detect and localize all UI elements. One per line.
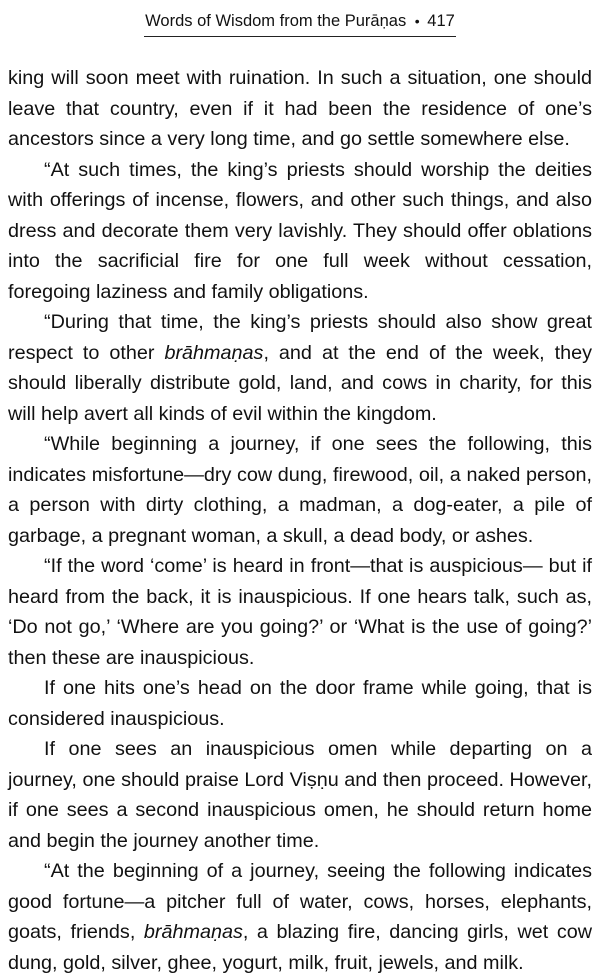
book-title: Words of Wisdom from the Purāṇas — [145, 12, 407, 30]
paragraph: “During that time, the king’s priests should also show great respect to other brāhmaṇas, and at the end of the week, they should liberally distribute gold, land, and cows in charity, for this will help avert all kinds of evil within the kingdom. — [8, 311, 592, 425]
paragraph: “While beginning a journey, if one sees the following, this indicates misfortune—dry cow dung, firewood, oil, a naked person, a person with dirty clothing, a madman, a dog-eater, a pile of garbage, a pregnant woman, a skull, a dead body, or ashes. — [8, 433, 592, 547]
paragraph: “At the beginning of a journey, seeing the following indicates good fortune—a pitcher full of water, cows, horses, elephants, goats, friends, brāhmaṇas, a blazing fire, dancing girls, wet cow dung, gold, silver, ghee, yogurt, milk, fruit, jewels, and milk. — [8, 860, 592, 974]
paragraph: king will soon meet with ruination. In such a situation, one should leave that country, even if it had been the residence of one’s ancestors since a very long time, and go settle somewhere else. — [8, 67, 592, 150]
running-head — [144, 10, 456, 32]
paragraph: “If the word ‘come’ is heard in front—that is auspicious— but if heard from the back, it is inauspicious. If one hears talk, such as, ‘Do not go,’ ‘Where are you going?’ or ‘What is the use of going?’ then these are inauspicious. — [8, 555, 592, 669]
paragraph: “At such times, the king’s priests should worship the deities with offerings of incense, flowers, and other such things, and also dress and decorate them very lavishly. They should offer oblations into the sacrificial fire for one full week without cessation, foregoing laziness and family obligations. — [8, 158, 592, 303]
italic-term: brāhmaṇas — [143, 921, 243, 943]
italic-term: brāhmaṇas — [164, 341, 264, 364]
header-separator: • — [414, 13, 420, 29]
paragraph: If one hits one’s head on the door frame while going, that is considered inauspicious. — [8, 677, 592, 730]
body-text — [8, 63, 592, 978]
paragraph: If one sees an inauspicious omen while departing on a journey, one should praise Lord Viṣṇu and then proceed. However, if one sees a second inauspicious omen, he should return home and begin the journey another time. — [8, 738, 592, 852]
page-number: 417 — [427, 12, 455, 30]
header-rule — [144, 36, 456, 37]
